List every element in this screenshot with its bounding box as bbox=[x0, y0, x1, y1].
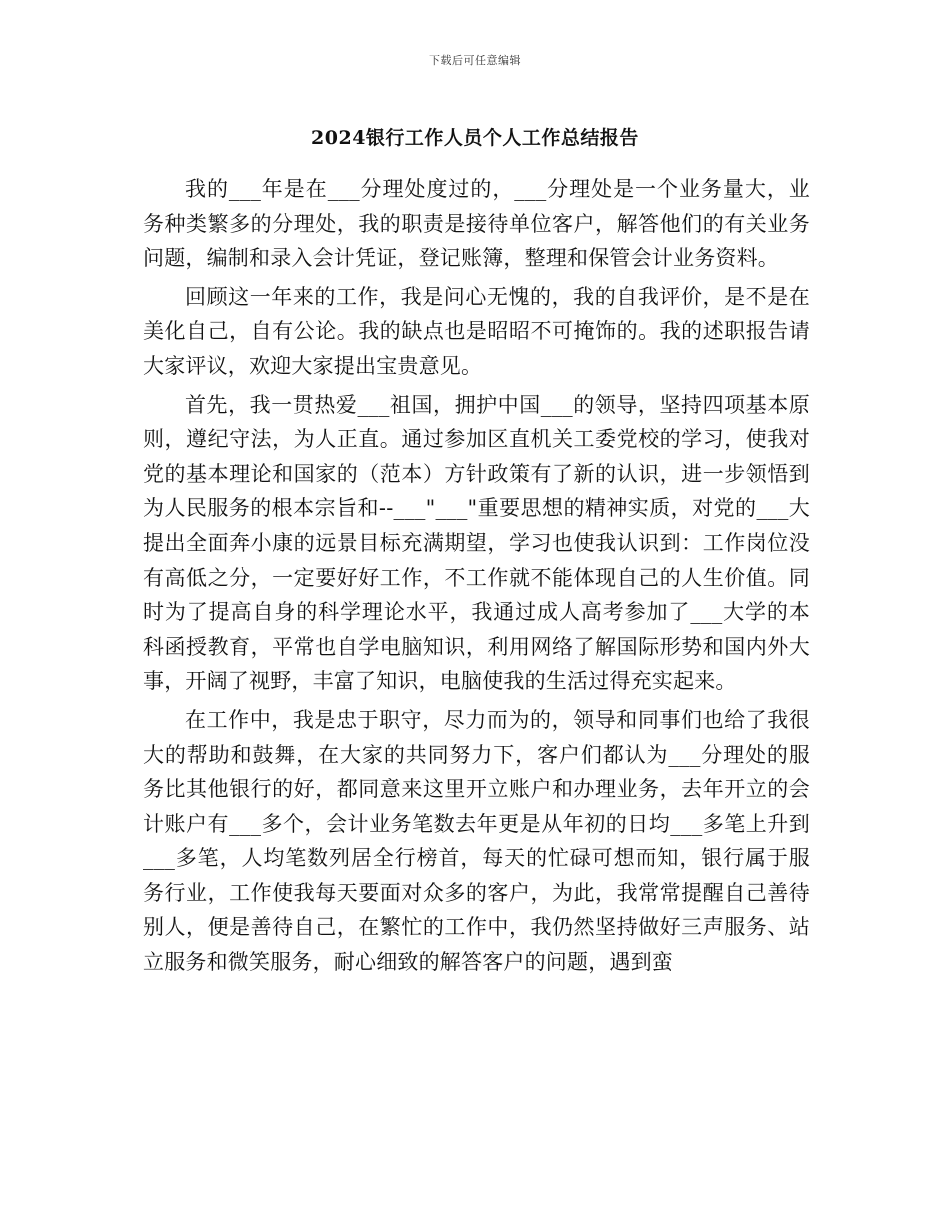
paragraph: 回顾这一年来的工作，我是问心无愧的，我的自我评价，是不是在美化自己，自有公论。我的缺点也是昭昭不可掩饰的。我的述职报告请大家评议，欢迎大家提出宝贵意见。 bbox=[143, 284, 810, 378]
paragraph: 在工作中，我是忠于职守，尽力而为的，领导和同事们也给了我很大的帮助和鼓舞，在大家的共同努力下，客户们都认为___分理处的服务比其他银行的好，都同意来这里开立账户和办理业务，去年开立的会计账户有___多个，会计业务笔数去年更是从年初的日均___多笔上升到___多笔，人均笔数列居全行榜首，每天的忙碌可想而知，银行属于服务行业，工作使我每天要面对众多的客户，为此，我常常提醒自己善待别人，便是善待自己，在繁忙的工作中，我仍然坚持做好三声服务、站立服务和微笑服务，耐心细致的解答客户的问题，遇到蛮 bbox=[143, 707, 810, 975]
header-note: 下载后可任意编辑 bbox=[429, 54, 521, 67]
paragraph: 首先，我一贯热爱___祖国，拥护中国___的领导，坚持四项基本原则，遵纪守法，为人正直。通过参加区直机关工委党校的学习，使我对党的基本理论和国家的（范本）方针政策有了新的认识，进一步领悟到为人民服务的根本宗旨和--___"___"重要思想的精神实质，对党的___大提出全面奔小康的远景目标充满期望，学习也使我认识到：工作岗位没有高低之分，一定要好好工作，不工作就不能体现自己的人生价值。同时为了提高自身的科学理论水平，我通过成人高考参加了___大学的本科函授教育，平常也自学电脑知识，利用网络了解国际形势和国内外大事，开阔了视野，丰富了知识，电脑使我的生活过得充实起来。 bbox=[143, 392, 810, 694]
document-body bbox=[143, 172, 810, 984]
paragraph: 我的___年是在___分理处度过的，___分理处是一个业务量大，业务种类繁多的分理处，我的职责是接待单位客户，解答他们的有关业务问题，编制和录入会计凭证，登记账簿，整理和保管会计业务资料。 bbox=[143, 177, 810, 271]
document-title: 2024银行工作人员个人工作总结报告 bbox=[311, 127, 639, 149]
